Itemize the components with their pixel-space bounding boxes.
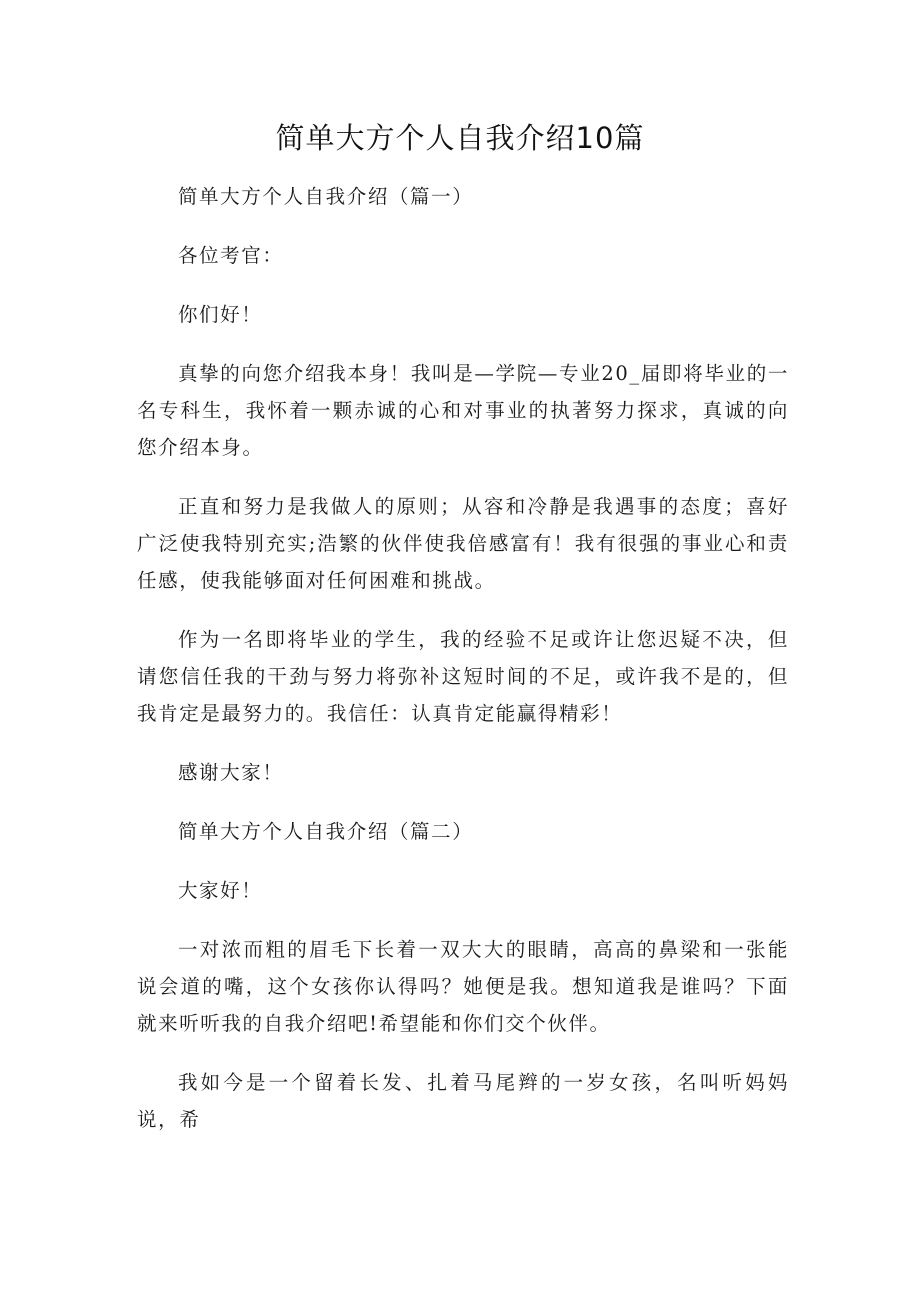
section-heading-2: 简单大方个人自我介绍（篇二） xyxy=(177,820,474,843)
greeting: 你们好！ xyxy=(177,303,263,326)
thanks: 感谢大家！ xyxy=(177,761,284,784)
paragraph-description: 一对浓而粗的眉毛下长着一双大大的眼睛，高高的鼻梁和一张能说会道的嘴，这个女孩你认得吗？她便是我。想知道我是谁吗？下面就来听听我的自我介绍吧!希望能和你们交个伙伴。 xyxy=(137,938,789,1035)
paragraph-current: 我如今是一个留着长发、扎着马尾辫的一岁女孩，名叫听妈妈说，希 xyxy=(137,1071,789,1131)
paragraph-experience: 作为一名即将毕业的学生，我的经验不足或许让您迟疑不决，但请您信任我的干劲与努力将弥补这短时间的不足，或许我不是的，但我肯定是最努力的。我信任：认真肯定能赢得精彩！ xyxy=(137,628,789,725)
document-body xyxy=(137,178,789,1160)
greeting-2: 大家好！ xyxy=(177,879,263,902)
document-title: 简单大方个人自我介绍10篇 xyxy=(275,121,645,155)
salutation: 各位考官： xyxy=(177,244,284,267)
paragraph-intro: 真挚的向您介绍我本身！我叫是—学院—专业20_届即将毕业的一名专科生，我怀着一颗赤诚的心和对事业的执著努力探求，真诚的向您介绍本身。 xyxy=(137,362,789,459)
paragraph-principles: 正直和努力是我做人的原则；从容和冷静是我遇事的态度；喜好广泛使我特别充实;浩繁的伙伴使我倍感富有！我有很强的事业心和责任感，使我能够面对任何困难和挑战。 xyxy=(137,495,789,592)
section-heading-1: 简单大方个人自我介绍（篇一） xyxy=(177,185,474,208)
